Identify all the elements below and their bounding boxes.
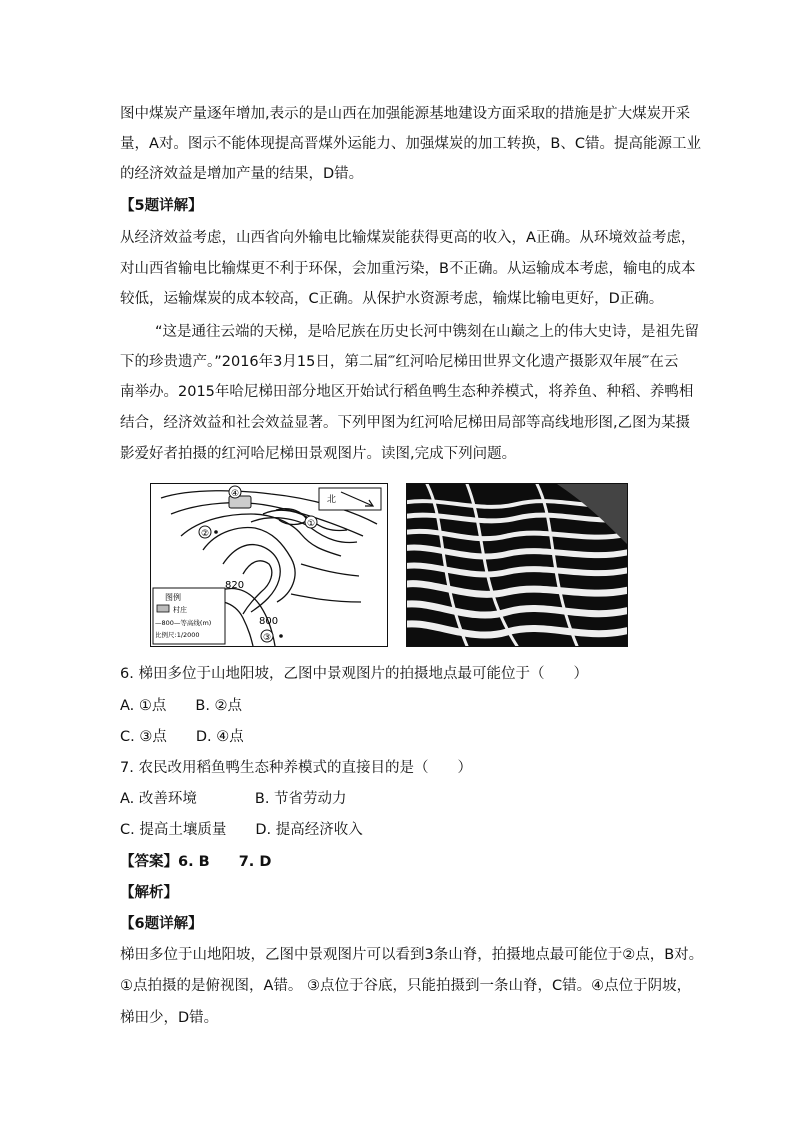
legend-village-icon [157,605,169,612]
answer-line: 【答案】6. B 7. D [120,854,272,870]
point-2-label: ② [201,529,210,539]
paragraph-line: 较低，运输煤炭的成本较高，C正确。从保护水资源考虑，输煤比输电更好，D正确。 [120,291,664,307]
paragraph-line: 的经济效益是增加产量的结果，D错。 [120,166,364,182]
section-heading-q5: 【5题详解】 [120,198,203,214]
question-6-options-ab: A. ①点 B. ②点 [120,698,243,714]
paragraph-line: 对山西省输电比输煤更不利于环保，会加重污染，B不正确。从运输成本考虑，输电的成本 [120,261,696,277]
section-heading-q6: 【6题详解】 [120,916,203,932]
north-label: 北 [327,495,337,505]
paragraph-line: 图中煤炭产量逐年增加,表示的是山西在加强能源基地建设方面采取的措施是扩大煤炭开采 [120,106,691,122]
analysis-line: ①点拍摄的是俯视图，A错。 ③点位于谷底，只能拍摄到一条山脊，C错。④点位于阴坡， [120,978,692,994]
paragraph-line: “这是通往云端的天梯，是哈尼族在历史长河中镌刻在山巅之上的伟大史诗，是祖先留 [155,324,700,340]
paragraph-line: 南举办。2015年哈尼梯田部分地区开始试行稻鱼鸭生态种养模式，将养鱼、种稻、养鸭相 [120,384,694,400]
analysis-heading: 【解析】 [120,885,178,901]
contour-map [150,483,388,647]
paragraph-line: 从经济效益考虑，山西省向外输电比输煤炭能获得更高的收入，A正确。从环境效益考虑， [120,230,696,246]
terrace-photo [406,483,628,647]
figure-maps [150,483,626,647]
analysis-line: 梯田多位于山地阳坡，乙图中景观图片可以看到3条山脊，拍摄地点最可能位于②点，B对。 [120,947,704,963]
question-6-options-cd: C. ③点 D. ④点 [120,729,244,745]
question-6: 6. 梯田多位于山地阳坡，乙图中景观图片的拍摄地点最可能位于（ ） [120,666,588,682]
legend-scale-label: 比例尺:1/2000 [155,631,200,639]
legend-title: 图例 [165,593,181,602]
contour-label-800: 800 [259,616,279,627]
question-7-options-ab: A. 改善环境 B. 节省劳动力 [120,791,347,807]
point-1-label: ① [307,519,316,529]
question-7: 7. 农民改用稻鱼鸭生态种养模式的直接目的是（ ） [120,760,472,776]
legend-contour-label: —800—等高线(m) [155,619,212,627]
paragraph-line: 量，A对。图示不能体现提高晋煤外运能力、加强煤炭的加工转换，B、C错。提高能源工业 [120,136,701,152]
paragraph-line: 结合，经济效益和社会效益显著。下列甲图为红河哈尼梯田局部等高线地形图,乙图为某摄 [120,415,691,431]
paragraph-line: 影爱好者拍摄的红河哈尼梯田景观图片。读图,完成下列问题。 [120,446,517,462]
point-4-label: ④ [231,489,240,499]
point-3-label: ③ [263,633,272,643]
legend-village-label: 村庄 [173,606,187,614]
analysis-line: 梯田少，D错。 [120,1010,219,1026]
paragraph-line: 下的珍贵遗产。”2016年3月15日，第二届‴红河哈尼梯田世界文化遗产摄影双年展‴在云 [120,354,679,370]
contour-label-820: 820 [225,580,245,591]
question-7-options-cd: C. 提高土壤质量 D. 提高经济收入 [120,822,363,838]
